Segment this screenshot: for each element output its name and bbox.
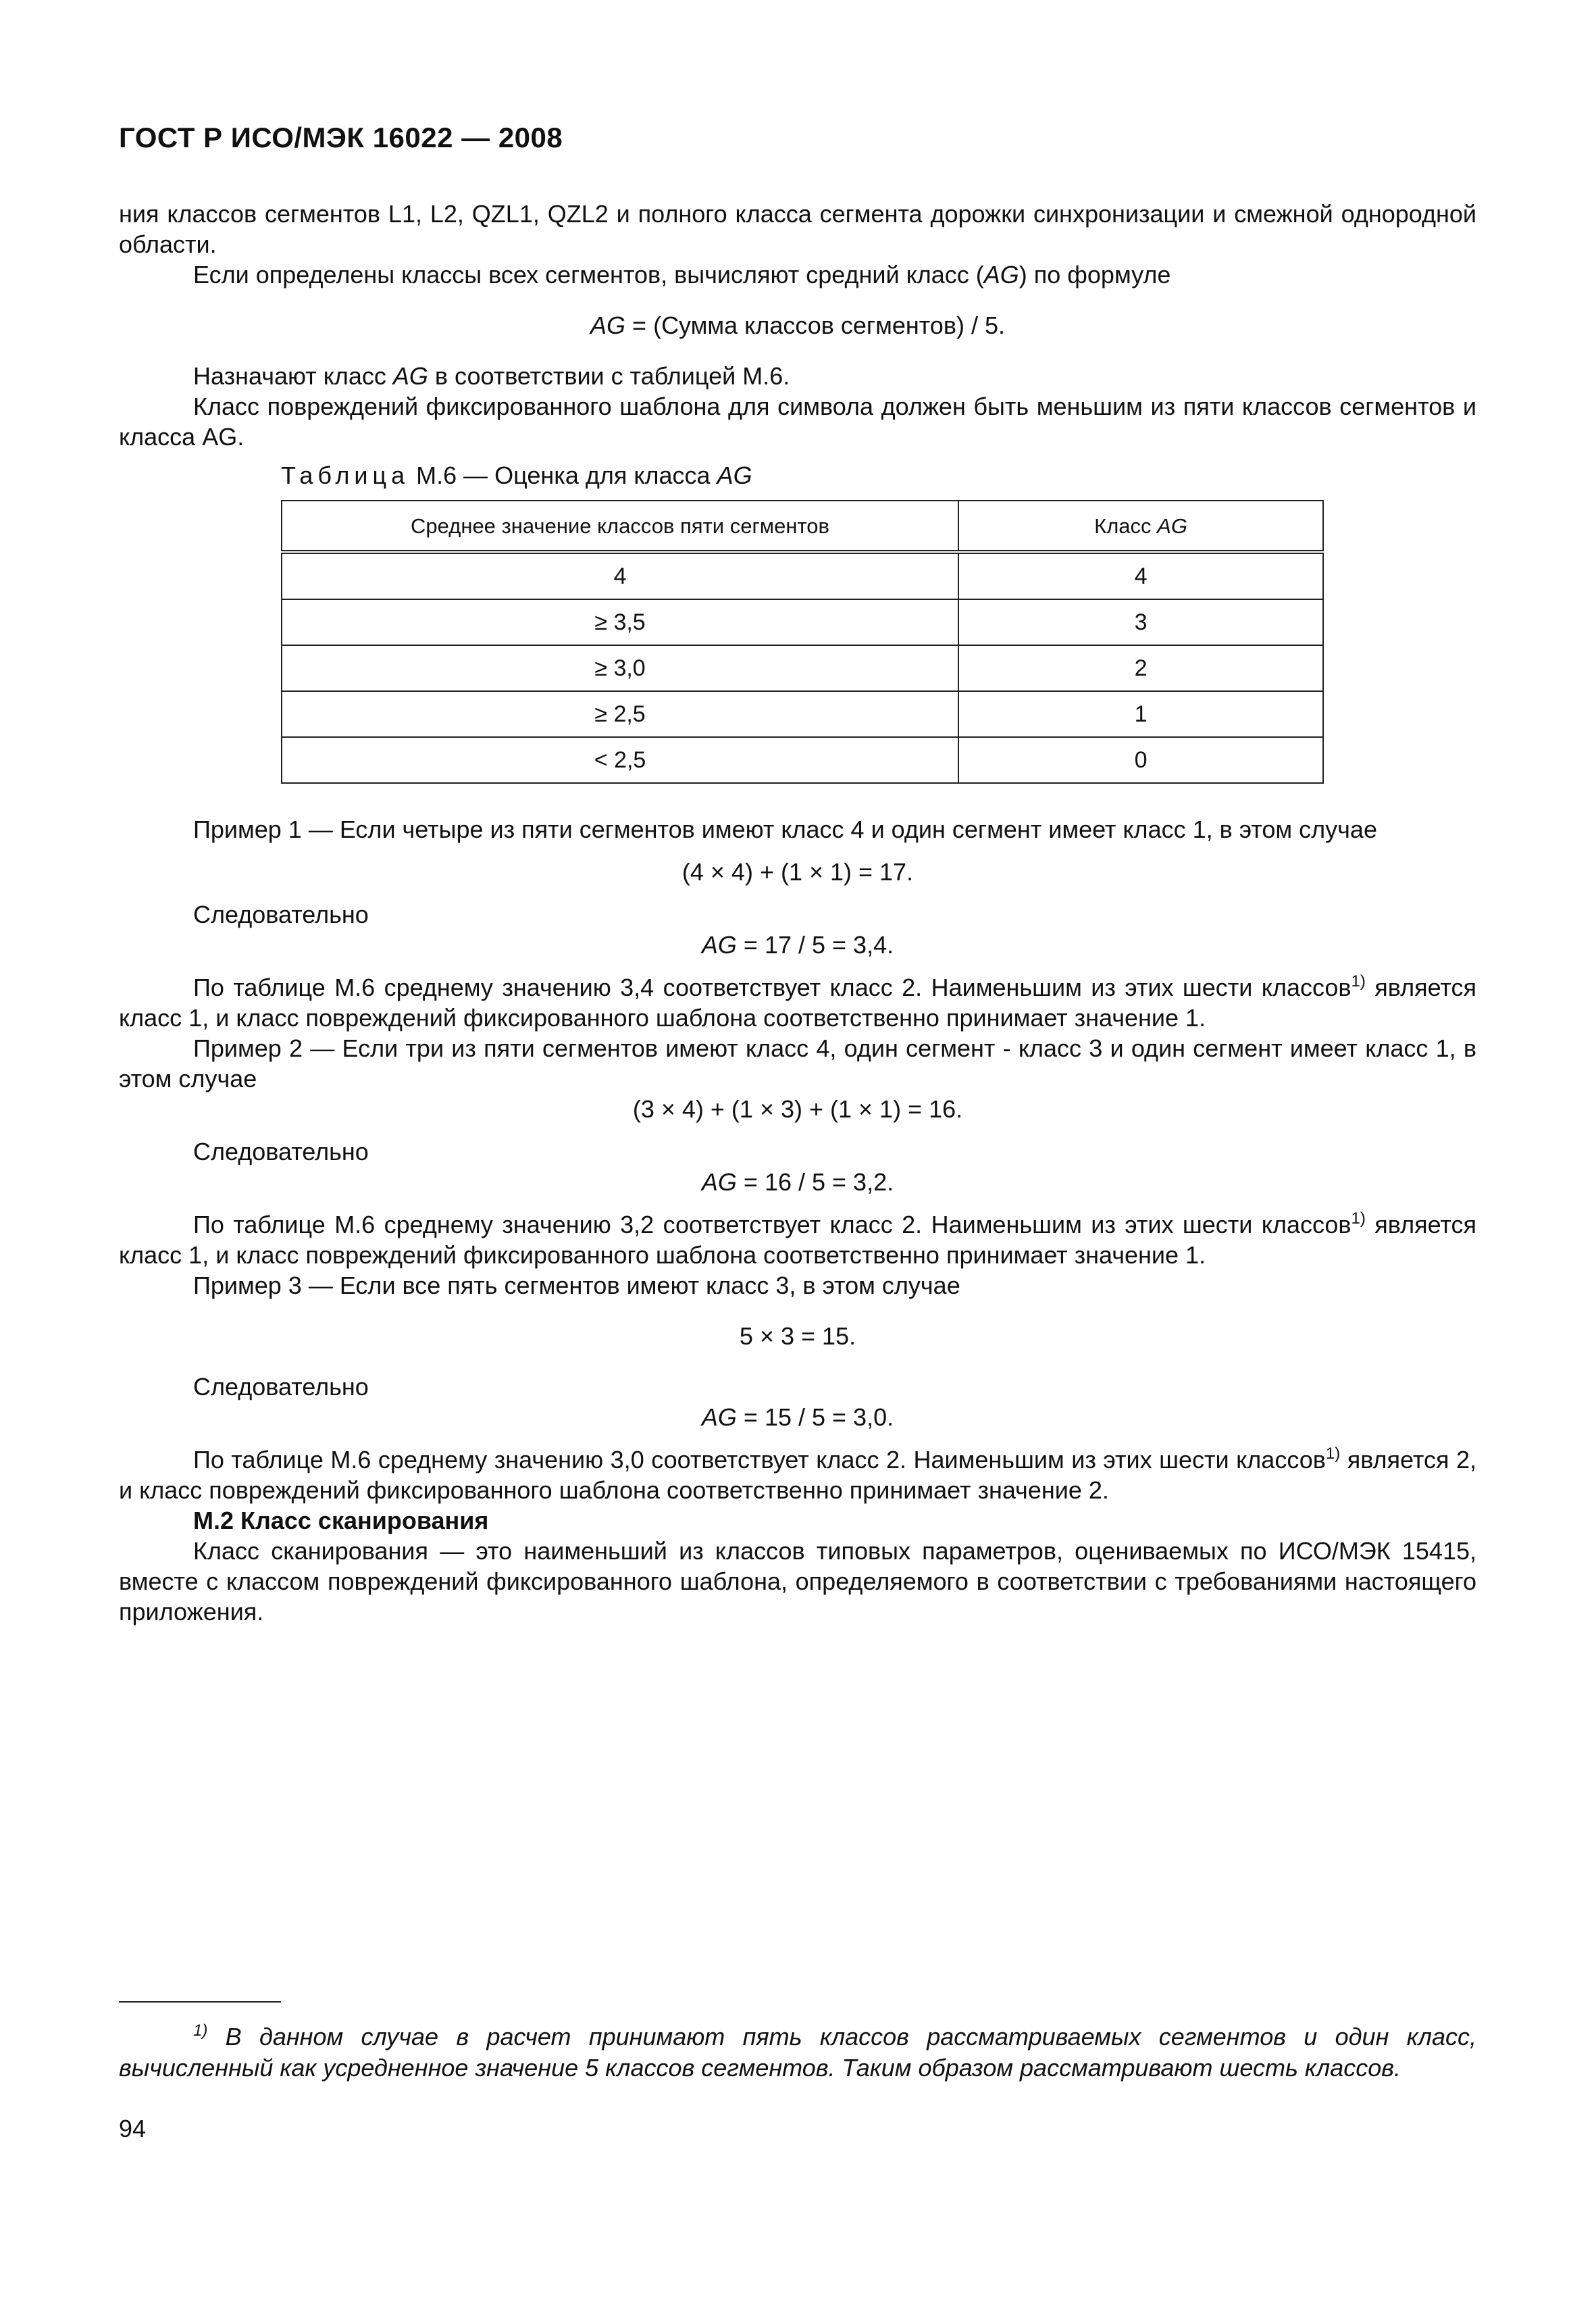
example-1-text: Пример 1 — Если четыре из пяти сегментов имеют класс 4 и один сегмент имеет класс 1, в этом случае	[193, 815, 1377, 843]
text-span: в соответствии с таблицей М.6.	[428, 362, 790, 390]
caption-text: М.6 — Оценка для класса	[409, 461, 717, 489]
example-3-therefore: Следовательно	[193, 1373, 369, 1401]
footnote-text: В данном случае в расчет принимают пять классов рассматриваемых сегментов и один класс, вычисленный как усредненное значение 5 классов сегментов. Таким образом рассматривают шесть классов.	[119, 2023, 1476, 2082]
table-cell-average: 4	[282, 552, 958, 599]
table-cell-average: ≥ 3,0	[282, 645, 958, 691]
footnote-divider	[119, 2001, 281, 2003]
table-caption	[281, 460, 1476, 491]
example-1-ag-formula	[119, 930, 1476, 960]
header-text: Класс	[1094, 513, 1158, 538]
table-cell-grade: 2	[958, 645, 1323, 691]
example-2-formula: (3 × 4) + (1 × 3) + (1 × 1) = 16.	[632, 1095, 963, 1123]
example-1-result	[119, 972, 1476, 1033]
example-2-ag-formula	[119, 1167, 1476, 1197]
table-cell-grade: 4	[958, 552, 1323, 599]
table-header-grade	[958, 501, 1323, 552]
example-3-result	[119, 1444, 1476, 1505]
table-row	[282, 552, 1323, 599]
table-header-average: Среднее значение классов пяти сегментов	[282, 501, 958, 552]
text-span: По таблице М.6 среднему значению 3,0 соответствует класс 2. Наименьшим из этих шести классов	[193, 1446, 1326, 1474]
ag-symbol: AG	[717, 461, 752, 489]
example-1-therefore: Следовательно	[193, 901, 369, 928]
text-span: ) по формуле	[1019, 261, 1171, 288]
example-2-result	[119, 1209, 1476, 1270]
text-span: является класс 1, и класс повреждений фиксированного шаблона соответственно принимает значение 1.	[119, 1211, 1477, 1269]
intro-paragraph-1: ния классов сегментов L1, L2, QZL1, QZL2 и полного класса сегмента дорожки синхронизации и смежной однородной области.	[119, 200, 1476, 258]
table-cell-average: < 2,5	[282, 737, 958, 783]
text-span: является класс 1, и класс повреждений фиксированного шаблона соответственно принимает значение 1.	[119, 974, 1477, 1032]
example-2-text: Пример 2 — Если три из пяти сегментов имеют класс 4, один сегмент - класс 3 и один сегмент имеет класс 1, в этом случае	[119, 1034, 1476, 1092]
example-3-formula: 5 × 3 = 15.	[739, 1322, 856, 1350]
ag-symbol: AG	[590, 311, 626, 339]
table-row	[282, 737, 1323, 783]
text-span: По таблице М.6 среднему значению 3,4 соответствует класс 2. Наименьшим из этих шести классов	[193, 974, 1352, 1001]
footnote-ref: 1)	[1325, 1444, 1341, 1463]
text-span: является 2, и класс повреждений фиксированного шаблона соответственно принимает значение 2.	[119, 1446, 1476, 1504]
example-1-formula: (4 × 4) + (1 × 1) = 17.	[681, 858, 914, 886]
footnote-ref: 1)	[1351, 972, 1366, 990]
table-row	[282, 691, 1323, 737]
example-3-text: Пример 3 — Если все пять сегментов имеют класс 3, в этом случае	[193, 1272, 960, 1299]
ag-symbol: AG	[983, 261, 1019, 288]
table-cell-grade: 3	[958, 599, 1323, 645]
average-grade-formula	[119, 310, 1476, 341]
ag-symbol: AG	[701, 1403, 737, 1431]
ag-symbol: AG	[392, 362, 428, 390]
formula-text: = (Сумма классов сегментов) / 5.	[625, 311, 1005, 339]
body-text	[119, 199, 1476, 1627]
ag-symbol: AG	[701, 1168, 737, 1196]
table-header-row	[282, 501, 1323, 552]
footnote-marker: 1)	[193, 2021, 208, 2040]
ag-symbol: AG	[701, 931, 737, 959]
table-cell-grade: 1	[958, 691, 1323, 737]
footnote-ref: 1)	[1351, 1209, 1366, 1228]
text-span: По таблице М.6 среднему значению 3,2 соответствует класс 2. Наименьшим из этих шести классов	[193, 1211, 1352, 1238]
caption-word: Таблица	[281, 461, 410, 489]
document-header: ГОСТ Р ИСО/МЭК 16022 — 2008	[119, 122, 563, 153]
ag-symbol: AG	[1157, 513, 1187, 538]
table-cell-average: ≥ 2,5	[282, 691, 958, 737]
formula-text: = 17 / 5 = 3,4.	[736, 931, 894, 959]
intro-paragraph-2	[119, 259, 1476, 290]
table-row	[282, 599, 1323, 645]
formula-text: = 16 / 5 = 3,2.	[736, 1168, 894, 1196]
intro-paragraph-3	[119, 361, 1476, 391]
table-row	[282, 645, 1323, 691]
example-3-ag-formula	[119, 1402, 1476, 1432]
page-number: 94	[119, 2115, 147, 2142]
example-2-therefore: Следовательно	[193, 1138, 369, 1165]
section-m2-heading: М.2 Класс сканирования	[193, 1507, 489, 1534]
formula-text: = 15 / 5 = 3,0.	[736, 1403, 894, 1431]
footnote	[119, 2021, 1476, 2084]
text-span: Если определены классы всех сегментов, вычисляют средний класс (	[193, 261, 984, 288]
text-span: Назначают класс	[193, 362, 393, 390]
table-cell-grade: 0	[958, 737, 1323, 783]
intro-paragraph-4: Класс повреждений фиксированного шаблона для символа должен быть меньшим из пяти классов сегментов и класса AG.	[119, 393, 1476, 451]
grade-table	[281, 500, 1324, 784]
table-cell-average: ≥ 3,5	[282, 599, 958, 645]
section-m2-text: Класс сканирования — это наименьший из классов типовых параметров, оцениваемых по ИСО/МЭК 15415, вместе с классом повреждений фиксированного шаблона, определяемого в соответствии с требованиями настоящего приложения.	[119, 1537, 1476, 1626]
